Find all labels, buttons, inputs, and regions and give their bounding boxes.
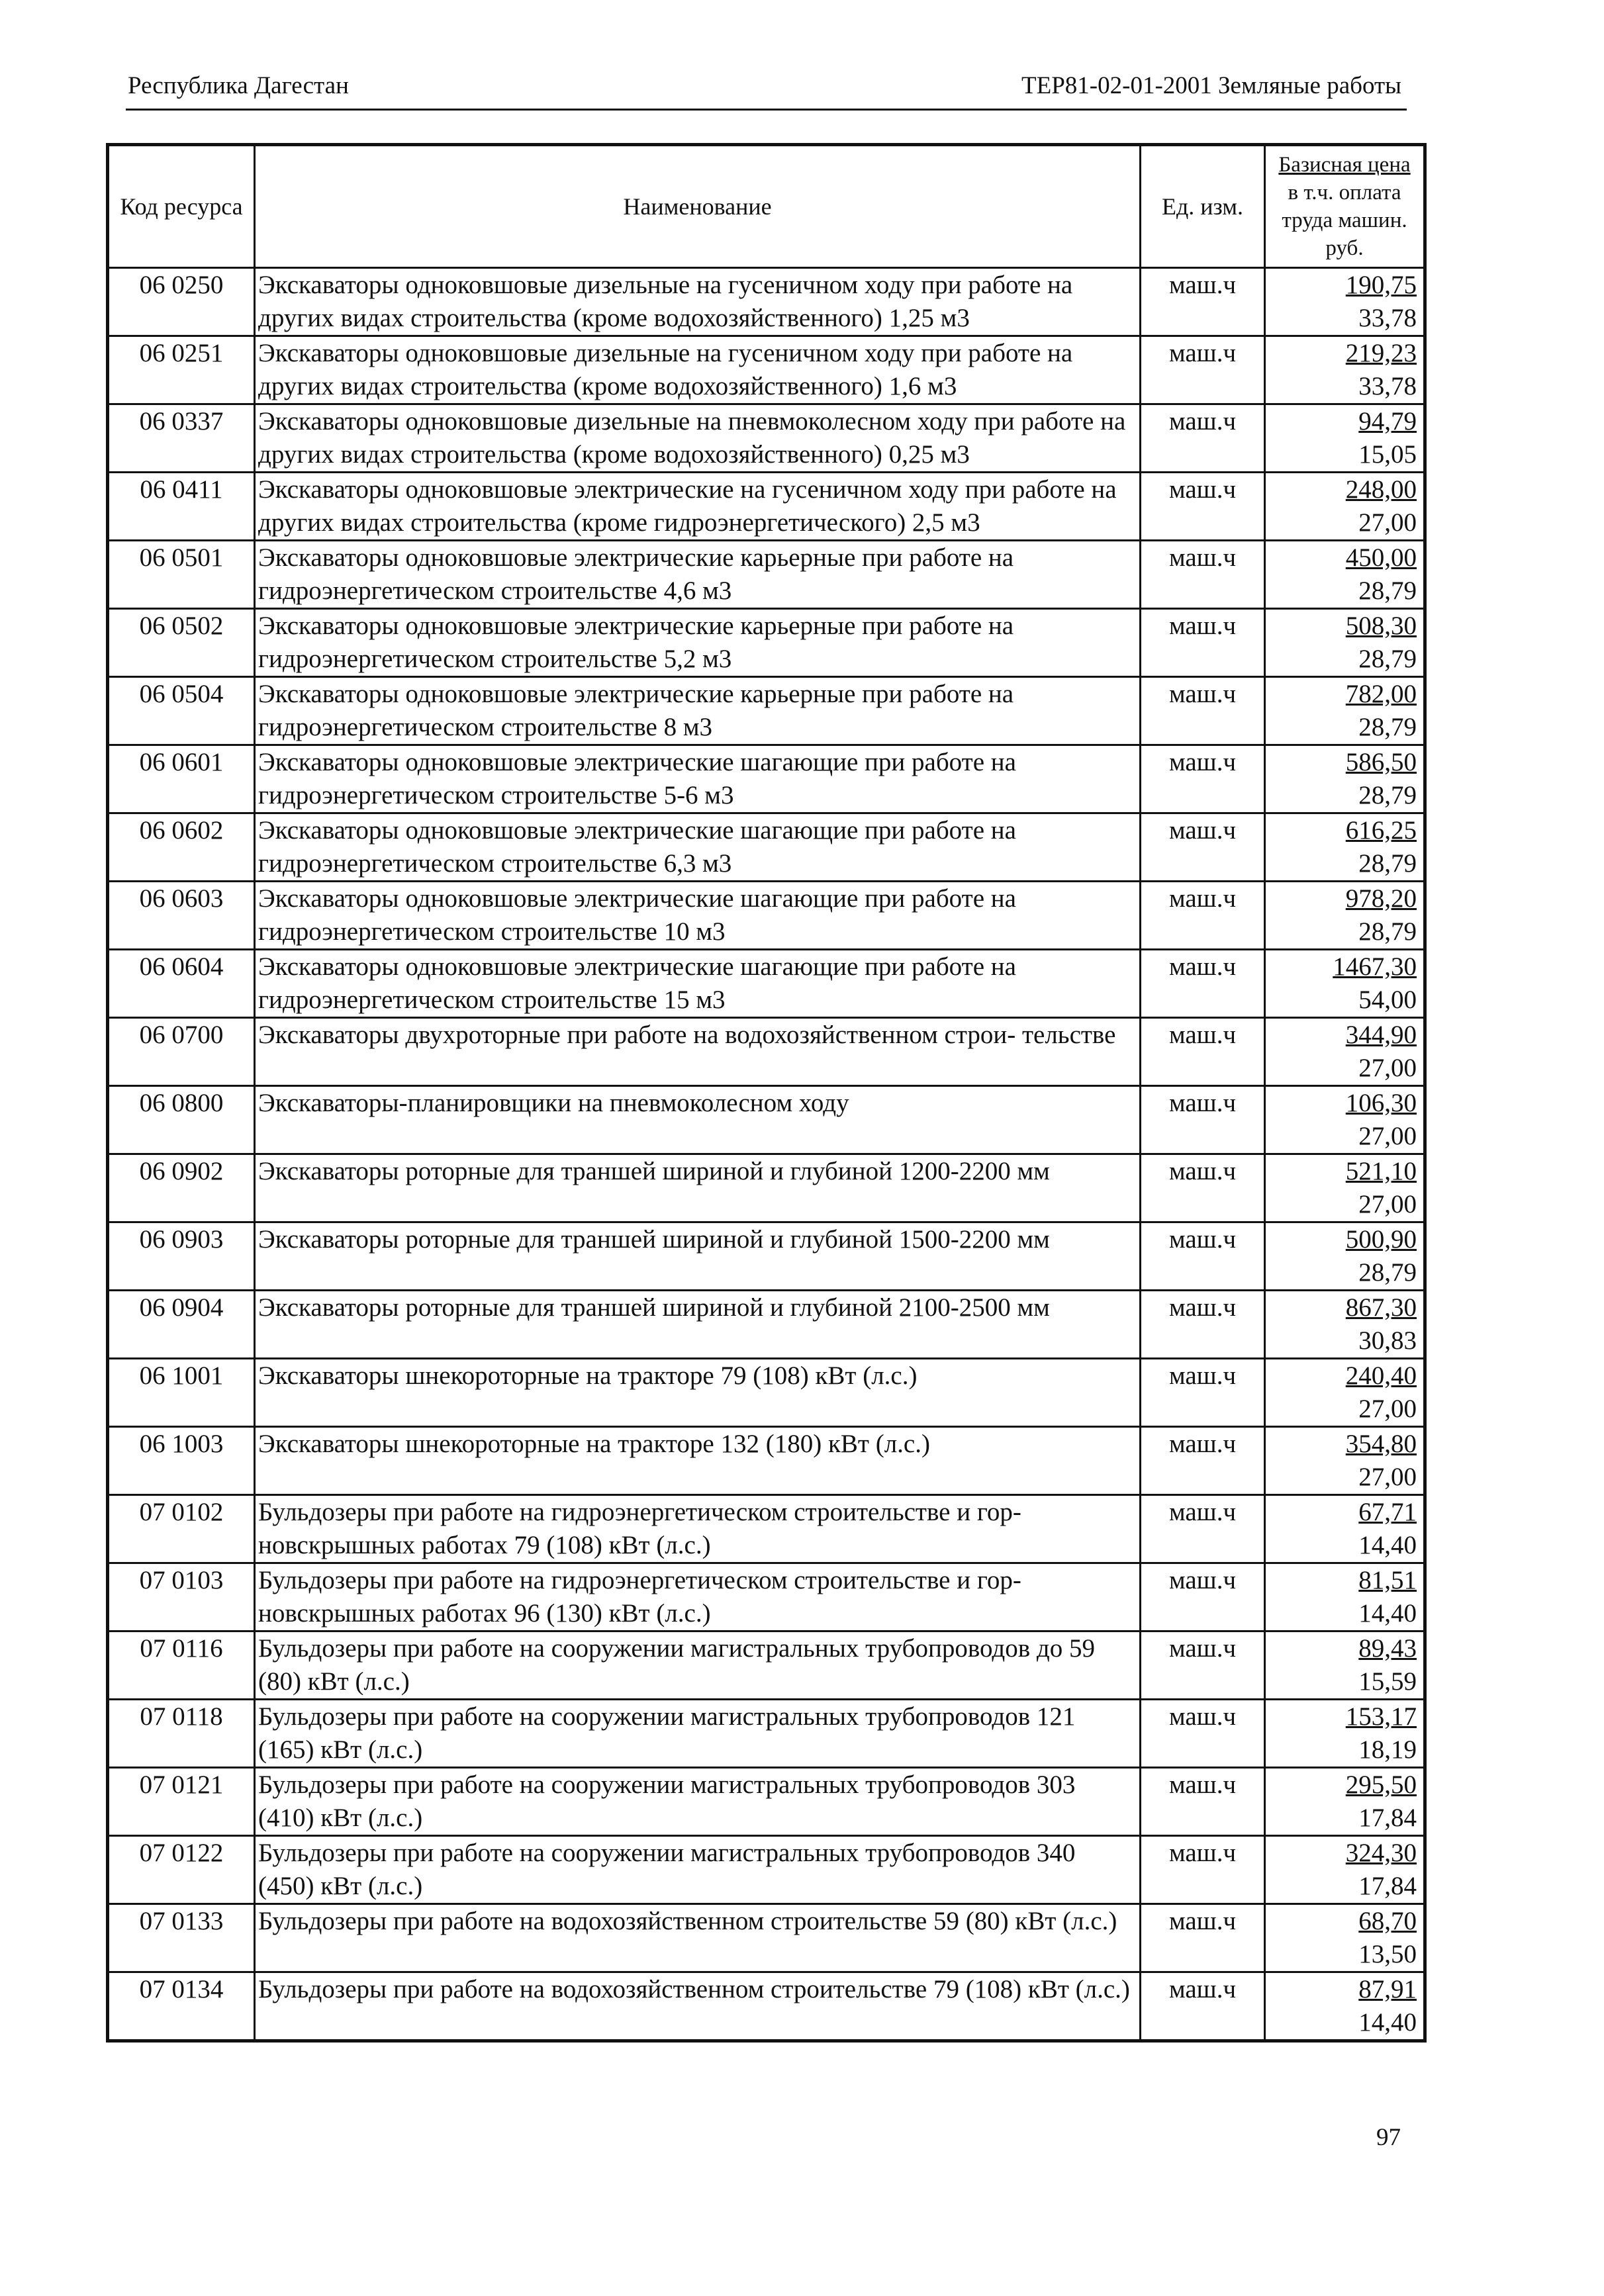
resource-name-cell: Экскаваторы одноковшовые дизельные на гусеничном ходу при работе на других видах строительства (кроме водохозяйственного) 1,6 м3 [255,336,1141,404]
unit-cell: маш.ч [1141,1972,1265,2041]
resource-code-cell: 07 0134 [108,1972,255,2041]
unit-cell: маш.ч [1141,950,1265,1018]
resource-code-cell: 06 0602 [108,813,255,882]
base-price-value: 324,30 [1345,1839,1417,1867]
labor-cost-value: 28,79 [1358,576,1417,605]
base-price-value: 1467,30 [1333,952,1417,981]
column-header-name: Наименование [255,145,1141,268]
unit-cell: маш.ч [1141,1631,1265,1700]
table-row [108,677,1425,745]
unit-cell: маш.ч [1141,1495,1265,1563]
base-price-value: 616,25 [1345,816,1417,845]
header-region: Республика Дагестан [128,72,349,99]
table-row [108,1972,1425,2041]
column-header-code: Код ресурса [108,145,255,268]
table-row [108,745,1425,813]
price-cell [1265,1359,1425,1427]
price-cell [1265,1904,1425,1972]
resource-name-cell: Экскаваторы двухроторные при работе на водохозяйственном строи- тельстве [255,1018,1141,1086]
table-row [108,1836,1425,1904]
base-price-value: 295,50 [1345,1770,1417,1799]
resource-code-cell: 07 0133 [108,1904,255,1972]
unit-cell: маш.ч [1141,1359,1265,1427]
column-header-price-title: Базисная цена [1278,153,1411,177]
resource-code-cell: 07 0103 [108,1563,255,1631]
table-row [108,1018,1425,1086]
base-price-value: 94,79 [1358,407,1417,436]
resource-name-cell: Бульдозеры при работе на гидроэнергетическом строительстве и гор- новскрышных работах 96 (130) кВт (л.с.) [255,1563,1141,1631]
unit-cell: маш.ч [1141,1222,1265,1291]
resource-code-cell: 06 1003 [108,1427,255,1495]
labor-cost-value: 33,78 [1358,304,1417,332]
labor-cost-value: 27,00 [1358,1395,1417,1423]
resource-name-cell: Экскаваторы шнекороторные на тракторе 132 (180) кВт (л.с.) [255,1427,1141,1495]
labor-cost-value: 28,79 [1358,849,1417,878]
table-row [108,1359,1425,1427]
price-cell [1265,1291,1425,1359]
price-cell [1265,1563,1425,1631]
labor-cost-value: 30,83 [1358,1326,1417,1355]
resource-name-cell: Экскаваторы роторные для траншей шириной и глубиной 2100-2500 мм [255,1291,1141,1359]
base-price-value: 67,71 [1358,1498,1417,1526]
base-price-value: 190,75 [1345,271,1417,299]
resource-name-cell: Бульдозеры при работе на сооружении магистральных трубопроводов до 59 (80) кВт (л.с.) [255,1631,1141,1700]
resource-code-cell: 06 0800 [108,1086,255,1154]
price-cell [1265,1631,1425,1700]
resource-name-cell: Бульдозеры при работе на сооружении магистральных трубопроводов 303 (410) кВт (л.с.) [255,1768,1141,1836]
resource-table-container [106,143,1423,2043]
unit-cell: маш.ч [1141,1154,1265,1222]
resource-code-cell: 06 0904 [108,1291,255,1359]
base-price-value: 867,30 [1345,1293,1417,1322]
base-price-value: 89,43 [1358,1634,1417,1663]
base-price-value: 508,30 [1345,612,1417,640]
base-price-value: 240,40 [1345,1361,1417,1390]
labor-cost-value: 15,05 [1358,440,1417,469]
price-cell [1265,677,1425,745]
price-cell [1265,473,1425,541]
labor-cost-value: 18,19 [1358,1735,1417,1764]
labor-cost-value: 54,00 [1358,986,1417,1014]
price-cell [1265,1154,1425,1222]
price-cell [1265,1427,1425,1495]
resource-name-cell: Экскаваторы шнекороторные на тракторе 79 (108) кВт (л.с.) [255,1359,1141,1427]
resource-code-cell: 06 0504 [108,677,255,745]
unit-cell: маш.ч [1141,404,1265,473]
table-row [108,950,1425,1018]
unit-cell: маш.ч [1141,813,1265,882]
price-cell [1265,1222,1425,1291]
resource-code-cell: 07 0121 [108,1768,255,1836]
page-number: 97 [1376,2124,1401,2151]
unit-cell: маш.ч [1141,1427,1265,1495]
resource-name-cell: Экскаваторы одноковшовые электрические шагающие при работе на гидроэнергетическом строительстве 10 м3 [255,882,1141,950]
labor-cost-value: 13,50 [1358,1940,1417,1968]
price-cell [1265,1972,1425,2041]
labor-cost-value: 14,40 [1358,2008,1417,2037]
base-price-value: 81,51 [1358,1566,1417,1594]
resource-name-cell: Экскаваторы одноковшовые электрические карьерные при работе на гидроэнергетическом строительстве 8 м3 [255,677,1141,745]
unit-cell: маш.ч [1141,1086,1265,1154]
unit-cell: маш.ч [1141,1018,1265,1086]
base-price-value: 500,90 [1345,1225,1417,1254]
unit-cell: маш.ч [1141,336,1265,404]
labor-cost-value: 17,84 [1358,1804,1417,1832]
unit-cell: маш.ч [1141,1836,1265,1904]
labor-cost-value: 27,00 [1358,1190,1417,1218]
unit-cell: маш.ч [1141,473,1265,541]
table-row [108,1222,1425,1291]
labor-cost-value: 28,79 [1358,713,1417,741]
resource-price-table [106,143,1427,2043]
base-price-value: 782,00 [1345,680,1417,708]
resource-name-cell: Экскаваторы одноковшовые электрические шагающие при работе на гидроэнергетическом строительстве 5-6 м3 [255,745,1141,813]
price-cell [1265,541,1425,609]
unit-cell: маш.ч [1141,677,1265,745]
header-divider [126,109,1407,111]
resource-code-cell: 06 0251 [108,336,255,404]
base-price-value: 106,30 [1345,1089,1417,1117]
table-row [108,473,1425,541]
resource-code-cell: 06 0337 [108,404,255,473]
labor-cost-value: 33,78 [1358,372,1417,400]
table-row [108,336,1425,404]
table-row [108,609,1425,677]
resource-code-cell: 06 0601 [108,745,255,813]
price-cell [1265,609,1425,677]
price-cell [1265,1086,1425,1154]
resource-code-cell: 06 0501 [108,541,255,609]
price-cell [1265,950,1425,1018]
price-cell [1265,1700,1425,1768]
table-row [108,1427,1425,1495]
table-row [108,1086,1425,1154]
table-row [108,1154,1425,1222]
unit-cell: маш.ч [1141,1768,1265,1836]
resource-code-cell: 06 1001 [108,1359,255,1427]
column-header-unit: Ед. изм. [1141,145,1265,268]
resource-code-cell: 06 0411 [108,473,255,541]
table-row [108,813,1425,882]
table-row [108,1700,1425,1768]
unit-cell: маш.ч [1141,745,1265,813]
unit-cell: маш.ч [1141,1291,1265,1359]
resource-name-cell: Экскаваторы одноковшовые электрические шагающие при работе на гидроэнергетическом строительстве 15 м3 [255,950,1141,1018]
base-price-value: 521,10 [1345,1157,1417,1185]
resource-name-cell: Бульдозеры при работе на водохозяйственном строительстве 59 (80) кВт (л.с.) [255,1904,1141,1972]
resource-name-cell: Бульдозеры при работе на водохозяйственном строительстве 79 (108) кВт (л.с.) [255,1972,1141,2041]
unit-cell: маш.ч [1141,1700,1265,1768]
price-cell [1265,882,1425,950]
base-price-value: 87,91 [1358,1975,1417,2003]
price-cell [1265,1768,1425,1836]
base-price-value: 450,00 [1345,543,1417,572]
table-row [108,1631,1425,1700]
table-row [108,1291,1425,1359]
labor-cost-value: 27,00 [1358,1463,1417,1491]
resource-code-cell: 06 0902 [108,1154,255,1222]
resource-code-cell: 06 0250 [108,268,255,336]
resource-code-cell: 06 0502 [108,609,255,677]
labor-cost-value: 28,79 [1358,1258,1417,1287]
base-price-value: 68,70 [1358,1907,1417,1935]
price-cell [1265,813,1425,882]
resource-code-cell: 07 0122 [108,1836,255,1904]
labor-cost-value: 27,00 [1358,1122,1417,1150]
table-body [108,268,1425,2041]
table-row [108,404,1425,473]
resource-name-cell: Экскаваторы одноковшовые дизельные на пневмоколесном ходу при работе на других видах строительства (кроме водохозяйственного) 0,25 м3 [255,404,1141,473]
unit-cell: маш.ч [1141,882,1265,950]
resource-name-cell: Экскаваторы-планировщики на пневмоколесном ходу [255,1086,1141,1154]
labor-cost-value: 28,79 [1358,781,1417,809]
unit-cell: маш.ч [1141,268,1265,336]
resource-name-cell: Бульдозеры при работе на сооружении магистральных трубопроводов 340 (450) кВт (л.с.) [255,1836,1141,1904]
table-row [108,1563,1425,1631]
resource-name-cell: Экскаваторы одноковшовые электрические на гусеничном ходу при работе на других видах строительства (кроме гидроэнергетического) 2,5 м3 [255,473,1141,541]
labor-cost-value: 14,40 [1358,1599,1417,1628]
table-row [108,541,1425,609]
table-row [108,268,1425,336]
resource-name-cell: Экскаваторы роторные для траншей шириной и глубиной 1200-2200 мм [255,1154,1141,1222]
base-price-value: 153,17 [1345,1702,1417,1731]
unit-cell: маш.ч [1141,1563,1265,1631]
base-price-value: 978,20 [1345,884,1417,913]
resource-name-cell: Экскаваторы одноковшовые дизельные на гусеничном ходу при работе на других видах строительства (кроме водохозяйственного) 1,25 м3 [255,268,1141,336]
resource-name-cell: Бульдозеры при работе на гидроэнергетическом строительстве и гор- новскрышных работах 79 (108) кВт (л.с.) [255,1495,1141,1563]
labor-cost-value: 17,84 [1358,1872,1417,1900]
base-price-value: 354,80 [1345,1430,1417,1458]
price-cell [1265,336,1425,404]
price-cell [1265,268,1425,336]
labor-cost-value: 15,59 [1358,1667,1417,1696]
resource-code-cell: 07 0116 [108,1631,255,1700]
price-cell [1265,1018,1425,1086]
resource-code-cell: 07 0118 [108,1700,255,1768]
column-header-price [1265,145,1425,268]
table-row [108,1768,1425,1836]
price-cell [1265,745,1425,813]
header-document-title: ТЕР81-02-01-2001 Земляные работы [1021,72,1401,99]
unit-cell: маш.ч [1141,1904,1265,1972]
price-cell [1265,404,1425,473]
resource-code-cell: 07 0102 [108,1495,255,1563]
table-header-row [108,145,1425,268]
resource-name-cell: Экскаваторы одноковшовые электрические карьерные при работе на гидроэнергетическом строительстве 5,2 м3 [255,609,1141,677]
resource-code-cell: 06 0700 [108,1018,255,1086]
unit-cell: маш.ч [1141,541,1265,609]
labor-cost-value: 27,00 [1358,508,1417,537]
labor-cost-value: 28,79 [1358,917,1417,946]
resource-name-cell: Экскаваторы роторные для траншей шириной и глубиной 1500-2200 мм [255,1222,1141,1291]
base-price-value: 248,00 [1345,475,1417,504]
column-header-price-subtitle: в т.ч. оплата труда машин. руб. [1282,181,1407,260]
base-price-value: 219,23 [1345,339,1417,367]
table-row [108,882,1425,950]
base-price-value: 586,50 [1345,748,1417,776]
unit-cell: маш.ч [1141,609,1265,677]
resource-name-cell: Бульдозеры при работе на сооружении магистральных трубопроводов 121 (165) кВт (л.с.) [255,1700,1141,1768]
resource-code-cell: 06 0604 [108,950,255,1018]
resource-code-cell: 06 0903 [108,1222,255,1291]
price-cell [1265,1836,1425,1904]
labor-cost-value: 27,00 [1358,1054,1417,1082]
table-row [108,1904,1425,1972]
labor-cost-value: 14,40 [1358,1531,1417,1559]
resource-code-cell: 06 0603 [108,882,255,950]
resource-name-cell: Экскаваторы одноковшовые электрические шагающие при работе на гидроэнергетическом строительстве 6,3 м3 [255,813,1141,882]
base-price-value: 344,90 [1345,1021,1417,1049]
table-row [108,1495,1425,1563]
labor-cost-value: 28,79 [1358,645,1417,673]
price-cell [1265,1495,1425,1563]
resource-name-cell: Экскаваторы одноковшовые электрические карьерные при работе на гидроэнергетическом строительстве 4,6 м3 [255,541,1141,609]
